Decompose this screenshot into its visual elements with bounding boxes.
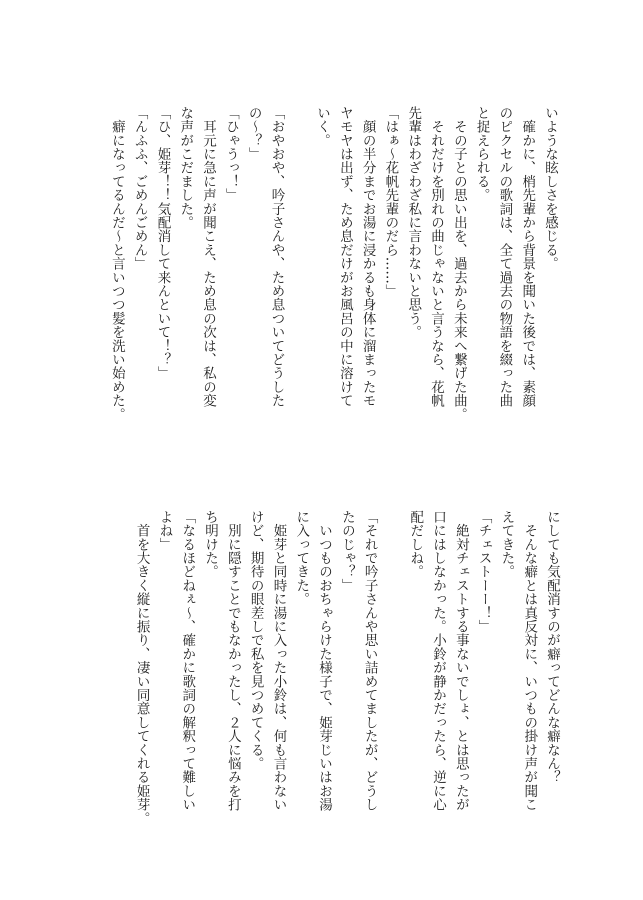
text-line: にしても気配消すのが癖ってどんな癖なん？	[544, 510, 560, 784]
text-line: の〜？」	[245, 106, 262, 161]
text-line: 「おやおや、吟子さんや、ため息ついてどうした	[268, 106, 285, 408]
text-line: ヤモヤは出ず、ため息だけがお風呂の中に溶けて	[336, 106, 353, 408]
text-line: 「ひゃうっ！」	[222, 106, 239, 202]
text-line: そんな癖とは真反対に、いつもの掛け声が聞こ	[521, 510, 538, 812]
text-line: 顔の半分までお湯に浸かるも身体に溜まったモ	[359, 106, 376, 408]
text-line: 口にはしなかった。小鈴が静かだったら、逆に心	[430, 510, 447, 812]
text-line: たのじゃ？」	[338, 510, 355, 593]
text-line: 「なるほどねぇ〜、確かに歌詞の解釈って難しい	[179, 510, 196, 812]
text-line: 確かに、梢先輩から背景を聞いた後では、素顔	[519, 106, 536, 408]
text-line: それだけを別れの曲じゃないと言うなら、花帆	[428, 106, 445, 408]
text-line: いつものおちゃらけた様子で、姫芽じいはお湯	[316, 510, 333, 812]
text-line: のピクセルの歌詞は、全て過去の物語を綴った曲	[496, 106, 513, 408]
text-line: に入ってきた。	[293, 510, 310, 606]
text-line: よね」	[156, 510, 173, 552]
text-line: 「チェストーー！」	[475, 510, 492, 634]
text-line: その子との思い出を、過去から未来へ繋げた曲。	[450, 106, 467, 422]
text-line: いく。	[314, 106, 331, 148]
text-line: 「んふふ、ごめんごめん」	[131, 106, 148, 271]
blank-line	[381, 510, 404, 810]
text-line: 癖になってるんだ〜と言いつつ髪を洗い始めた。	[108, 106, 125, 422]
blank-line	[287, 106, 310, 406]
text-block-bottom	[130, 510, 563, 826]
text-line: 耳元に急に声が聞こえ、ため息の次は、私の変	[200, 106, 217, 408]
text-line: と捉えられる。	[473, 106, 490, 202]
text-line: えてきた。	[498, 510, 515, 579]
text-line: 「それで吟子さんや思い詰めてましたが、どうし	[361, 510, 378, 812]
text-line: いような眩しさを感じる。	[542, 106, 558, 271]
text-line: な声がこだました。	[177, 106, 194, 230]
text-line: 「ひ、姫芽！！気配消して来んといて！？」	[154, 106, 171, 380]
text-line: けど、期待の眼差しで私を見つめてくる。	[247, 510, 264, 771]
text-block-top	[105, 106, 561, 422]
text-line: 姫芽と同時に湯に入った小鈴は、何も言わない	[270, 510, 287, 812]
text-line: 先輩はわざわざ私に言わないと思う。	[405, 106, 422, 339]
text-line: 「はぁ〜花帆先輩のだら……」	[382, 106, 399, 298]
text-line: 別に隠すことでもなかったし、２人に悩みを打	[224, 510, 241, 812]
text-line: 絶対チェストする事ないでしょ、とは思ったが	[452, 510, 469, 812]
text-line: ち明けた。	[202, 510, 219, 579]
text-line: 首を大きく縦に振り、凄い同意してくれる姫芽。	[133, 510, 150, 826]
text-line: 配だしね。	[407, 510, 424, 579]
